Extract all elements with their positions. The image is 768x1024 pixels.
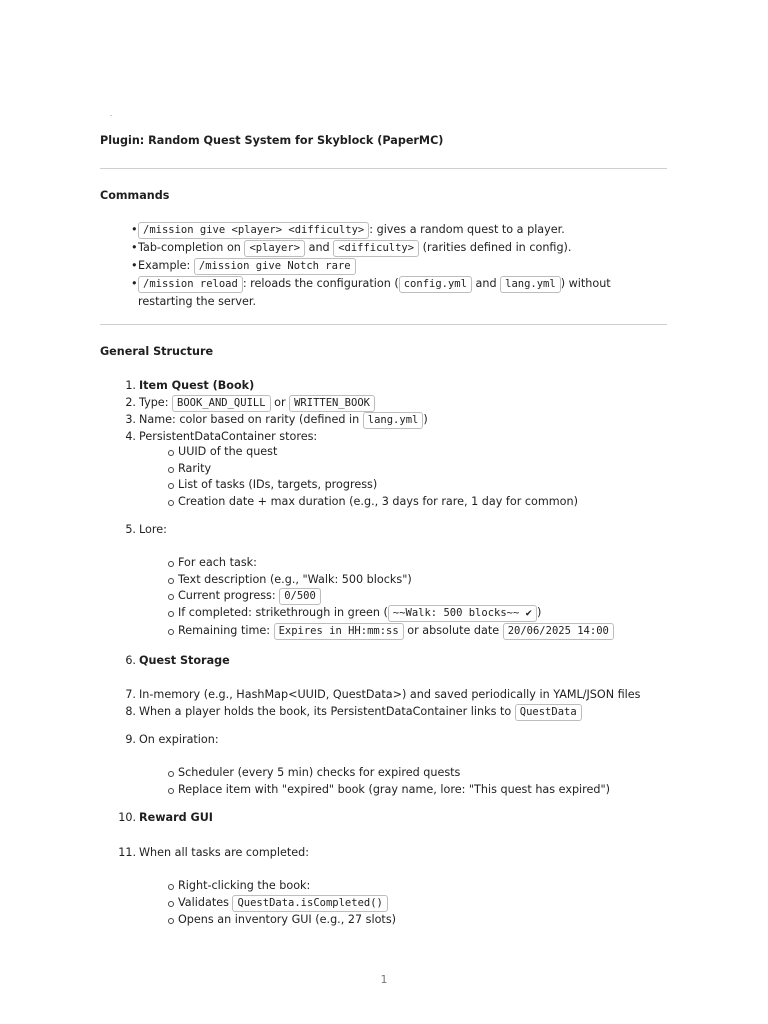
divider bbox=[100, 324, 667, 325]
inline-code: WRITTEN_BOOK bbox=[289, 395, 375, 412]
page-number: 1 bbox=[380, 973, 388, 986]
inline-code: ~~Walk: 500 blocks~~ ✔ bbox=[388, 605, 537, 622]
page-mark: - bbox=[110, 112, 113, 119]
list-item: • Tab-completion on <player> and <difficulty> (rarities defined in config). bbox=[100, 239, 667, 257]
list-item: • Example: /mission give Notch rare bbox=[100, 257, 667, 275]
document-title: Plugin: Random Quest System for Skyblock (PaperMC) bbox=[100, 134, 444, 147]
inline-code: /mission give Notch rare bbox=[194, 258, 356, 275]
list-item: • /mission reload : reloads the configuration ( config.yml and lang.yml ) without restarting the server. bbox=[131, 277, 611, 308]
inline-code: <player> bbox=[244, 240, 305, 257]
inline-code: 20/06/2025 14:00 bbox=[503, 623, 614, 640]
inline-code: lang.yml bbox=[363, 412, 424, 429]
commands-heading: Commands bbox=[100, 189, 170, 202]
inline-code: QuestData bbox=[515, 704, 582, 721]
inline-code: /mission reload bbox=[138, 276, 243, 293]
inline-code: BOOK_AND_QUILL bbox=[172, 395, 271, 412]
commands-list bbox=[100, 221, 667, 310]
general-heading: General Structure bbox=[100, 345, 214, 358]
inline-code: lang.yml bbox=[500, 276, 561, 293]
inline-code: QuestData.isCompleted() bbox=[232, 895, 387, 912]
inline-code: Expires in HH:mm:ss bbox=[274, 623, 404, 640]
inline-code: config.yml bbox=[399, 276, 472, 293]
inline-code: /mission give <player> <difficulty> bbox=[138, 222, 369, 239]
divider bbox=[100, 168, 667, 169]
list-item: • /mission give <player> <difficulty> : gives a random quest to a player. bbox=[100, 221, 667, 239]
inline-code: <difficulty> bbox=[333, 240, 419, 257]
inline-code: 0/500 bbox=[279, 588, 321, 605]
